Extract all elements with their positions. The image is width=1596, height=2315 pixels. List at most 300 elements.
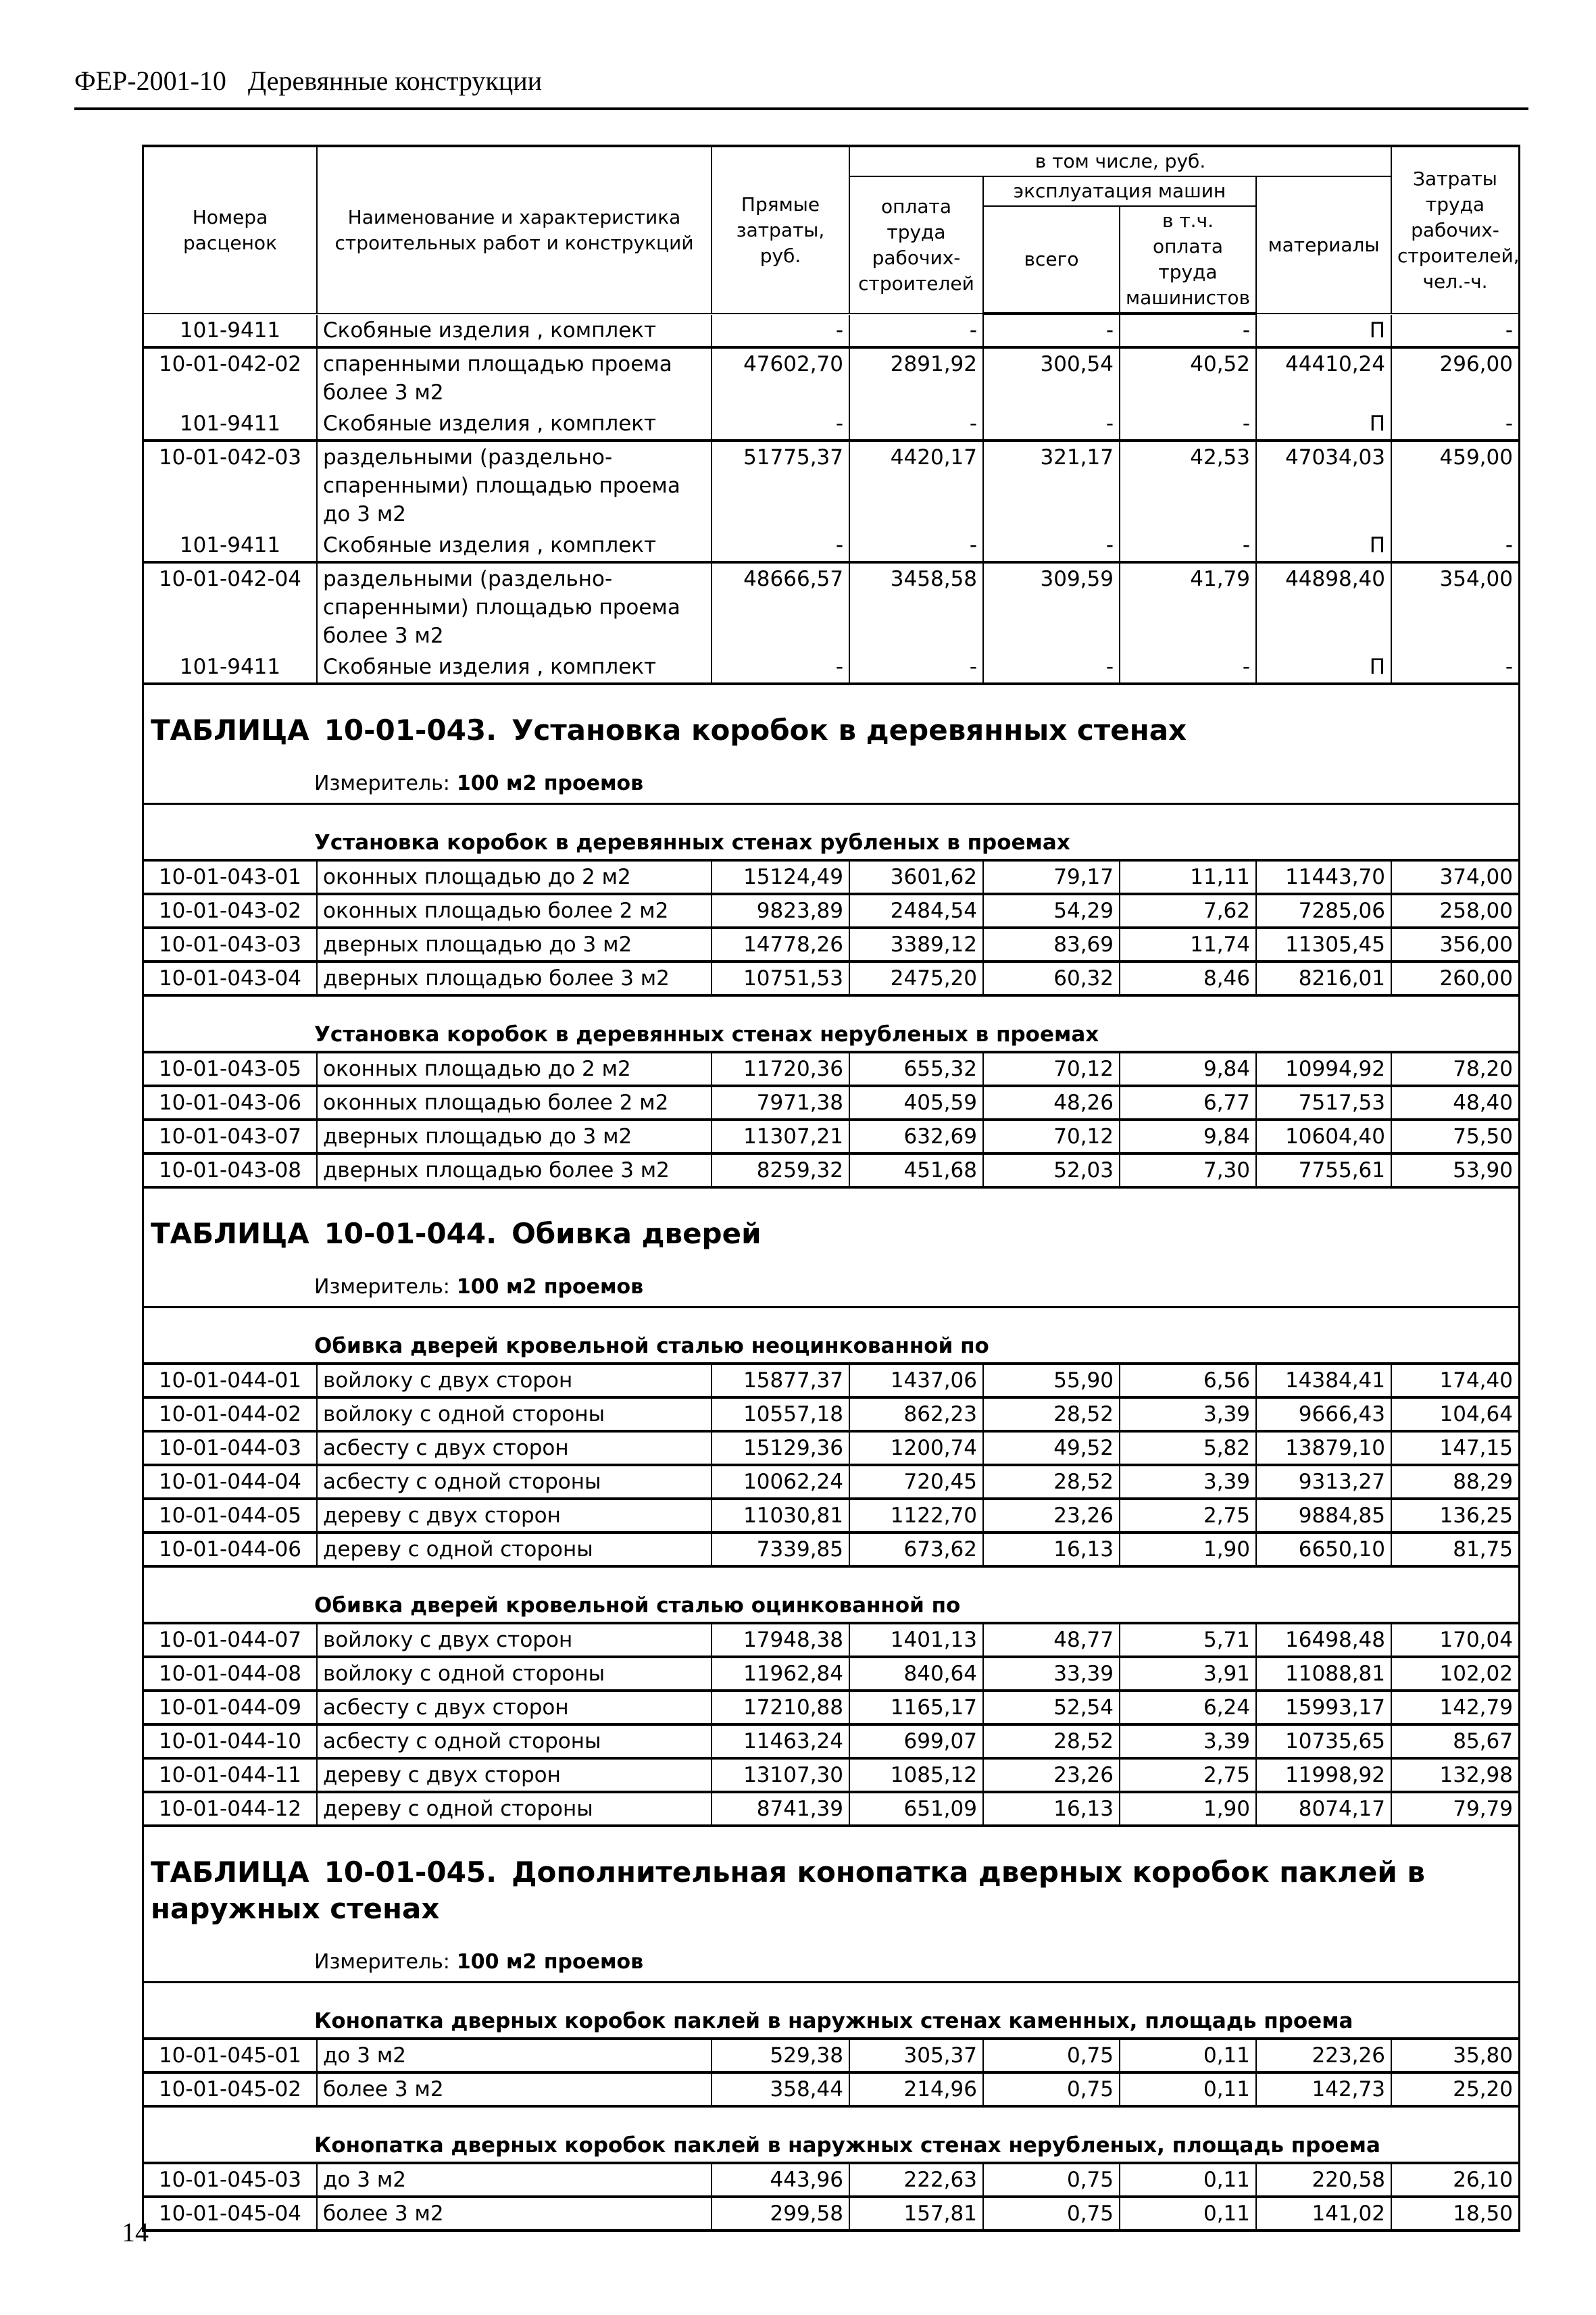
rates-table bbox=[144, 2040, 1518, 2108]
machinists-pay: 6,56 bbox=[1120, 1365, 1256, 1397]
labor-pay: 840,64 bbox=[849, 1657, 983, 1691]
materials: 8216,01 bbox=[1256, 962, 1391, 995]
direct-costs: 299,58 bbox=[712, 2197, 849, 2231]
labor-hours: 374,00 bbox=[1391, 862, 1518, 894]
work-name: Скобяные изделия , комплект bbox=[317, 315, 712, 347]
table-row bbox=[144, 1465, 1518, 1499]
labor-pay: 2475,20 bbox=[849, 962, 983, 995]
machinists-pay: 9,84 bbox=[1120, 1120, 1256, 1153]
rate-code: 10-01-044-01 bbox=[144, 1365, 317, 1397]
machinists-pay: 6,24 bbox=[1120, 1691, 1256, 1724]
materials: 7517,53 bbox=[1256, 1086, 1391, 1120]
col-header-code: Номера расценок bbox=[144, 147, 317, 314]
labor-hours: - bbox=[1391, 315, 1518, 347]
table-title bbox=[144, 1827, 1518, 1931]
labor-pay: 3389,12 bbox=[849, 928, 983, 962]
materials: П bbox=[1256, 408, 1391, 441]
document-code: ФЕР-2001-10 bbox=[74, 66, 226, 96]
materials: 9884,85 bbox=[1256, 1499, 1391, 1533]
unit-of-measure bbox=[144, 1256, 1518, 1308]
materials: 141,02 bbox=[1256, 2197, 1391, 2231]
labor-hours: 53,90 bbox=[1391, 1153, 1518, 1187]
machines-total: 33,39 bbox=[983, 1657, 1120, 1691]
work-name: дверных площадью более 3 м2 bbox=[317, 1153, 712, 1187]
machinists-pay: 0,11 bbox=[1120, 2164, 1256, 2197]
machinists-pay: 7,30 bbox=[1120, 1153, 1256, 1187]
work-name: до 3 м2 bbox=[317, 2040, 712, 2072]
direct-costs: 11030,81 bbox=[712, 1499, 849, 1533]
table-title-prefix: ТАБЛИЦА bbox=[151, 1217, 309, 1250]
materials: 10735,65 bbox=[1256, 1724, 1391, 1758]
machinists-pay: 41,79 bbox=[1120, 562, 1256, 651]
work-name: войлоку с одной стороны bbox=[317, 1397, 712, 1431]
rate-code: 10-01-042-03 bbox=[144, 441, 317, 530]
machines-total: 0,75 bbox=[983, 2072, 1120, 2106]
work-name: асбесту с двух сторон bbox=[317, 1691, 712, 1724]
table-row bbox=[144, 1657, 1518, 1691]
work-name: Скобяные изделия , комплект bbox=[317, 530, 712, 562]
table-row bbox=[144, 1792, 1518, 1826]
table-row bbox=[144, 894, 1518, 928]
machines-total: 55,90 bbox=[983, 1365, 1120, 1397]
col-header-materials: материалы bbox=[1256, 176, 1391, 314]
work-name: войлоку с одной стороны bbox=[317, 1657, 712, 1691]
document-title: Деревянные конструкции bbox=[247, 66, 543, 96]
machinists-pay: - bbox=[1120, 408, 1256, 441]
machines-total: 60,32 bbox=[983, 962, 1120, 995]
table-row bbox=[144, 1624, 1518, 1657]
direct-costs: 10751,53 bbox=[712, 962, 849, 995]
table-row bbox=[144, 441, 1518, 530]
table-row bbox=[144, 1758, 1518, 1792]
work-name: асбесту с одной стороны bbox=[317, 1724, 712, 1758]
materials: 44898,40 bbox=[1256, 562, 1391, 651]
work-name: раздельными (раздельно-спаренными) площадью проема до 3 м2 bbox=[317, 441, 712, 530]
tables-container bbox=[144, 685, 1518, 2232]
labor-hours: 18,50 bbox=[1391, 2197, 1518, 2231]
table-title-text: Установка коробок в деревянных стенах bbox=[512, 714, 1187, 747]
group-title: Обивка дверей кровельной сталью оцинкованной по bbox=[144, 1568, 1518, 1624]
machines-total: 52,03 bbox=[983, 1153, 1120, 1187]
table-row bbox=[144, 1691, 1518, 1724]
work-name: асбесту с одной стороны bbox=[317, 1465, 712, 1499]
col-header-direct: Прямые затраты, руб. bbox=[712, 147, 849, 314]
machinists-pay: 0,11 bbox=[1120, 2072, 1256, 2106]
direct-costs: - bbox=[712, 530, 849, 562]
rate-code: 10-01-044-11 bbox=[144, 1758, 317, 1792]
labor-hours: - bbox=[1391, 651, 1518, 684]
direct-costs: 7339,85 bbox=[712, 1533, 849, 1566]
machinists-pay: 5,82 bbox=[1120, 1431, 1256, 1465]
materials: 11088,81 bbox=[1256, 1657, 1391, 1691]
rate-code: 10-01-044-12 bbox=[144, 1792, 317, 1826]
direct-costs: 14778,26 bbox=[712, 928, 849, 962]
rate-code: 101-9411 bbox=[144, 530, 317, 562]
machines-total: 83,69 bbox=[983, 928, 1120, 962]
machines-total: - bbox=[983, 530, 1120, 562]
labor-pay: 699,07 bbox=[849, 1724, 983, 1758]
rate-code: 10-01-042-04 bbox=[144, 562, 317, 651]
table-row bbox=[144, 530, 1518, 562]
work-name: оконных площадью до 2 м2 bbox=[317, 862, 712, 894]
direct-costs: 529,38 bbox=[712, 2040, 849, 2072]
machinists-pay: 11,74 bbox=[1120, 928, 1256, 962]
machinists-pay: 1,90 bbox=[1120, 1533, 1256, 1566]
labor-hours: - bbox=[1391, 530, 1518, 562]
work-name: дверных площадью до 3 м2 bbox=[317, 928, 712, 962]
table-row bbox=[144, 347, 1518, 408]
direct-costs: 443,96 bbox=[712, 2164, 849, 2197]
labor-pay: - bbox=[849, 530, 983, 562]
direct-costs: 13107,30 bbox=[712, 1758, 849, 1792]
rate-code: 10-01-043-05 bbox=[144, 1053, 317, 1086]
machinists-pay: 42,53 bbox=[1120, 441, 1256, 530]
machinists-pay: 0,11 bbox=[1120, 2040, 1256, 2072]
labor-pay: - bbox=[849, 315, 983, 347]
labor-pay: 1437,06 bbox=[849, 1365, 983, 1397]
machinists-pay: 3,39 bbox=[1120, 1724, 1256, 1758]
rate-code: 101-9411 bbox=[144, 408, 317, 441]
page-number: 14 bbox=[122, 2217, 149, 2247]
rate-code: 101-9411 bbox=[144, 651, 317, 684]
rate-code: 10-01-044-05 bbox=[144, 1499, 317, 1533]
direct-costs: 358,44 bbox=[712, 2072, 849, 2106]
table-row bbox=[144, 1724, 1518, 1758]
table-title bbox=[144, 1189, 1518, 1256]
direct-costs: 15124,49 bbox=[712, 862, 849, 894]
machines-total: 49,52 bbox=[983, 1431, 1120, 1465]
rate-code: 10-01-044-02 bbox=[144, 1397, 317, 1431]
materials: 9313,27 bbox=[1256, 1465, 1391, 1499]
rates-frame bbox=[142, 145, 1520, 2232]
rate-code: 10-01-043-06 bbox=[144, 1086, 317, 1120]
materials: П bbox=[1256, 530, 1391, 562]
labor-hours: 170,04 bbox=[1391, 1624, 1518, 1657]
materials: 6650,10 bbox=[1256, 1533, 1391, 1566]
rate-code: 10-01-043-02 bbox=[144, 894, 317, 928]
work-name: войлоку с двух сторон bbox=[317, 1365, 712, 1397]
table-row bbox=[144, 962, 1518, 995]
direct-costs: 11307,21 bbox=[712, 1120, 849, 1153]
work-name: до 3 м2 bbox=[317, 2164, 712, 2197]
table-title-prefix: ТАБЛИЦА bbox=[151, 714, 309, 747]
table-row bbox=[144, 1533, 1518, 1566]
unit-value: 100 м2 проемов bbox=[456, 1275, 644, 1299]
materials: 7755,61 bbox=[1256, 1153, 1391, 1187]
page-header bbox=[74, 64, 1528, 110]
labor-hours: 75,50 bbox=[1391, 1120, 1518, 1153]
labor-hours: 104,64 bbox=[1391, 1397, 1518, 1431]
materials: 7285,06 bbox=[1256, 894, 1391, 928]
machinists-pay: 2,75 bbox=[1120, 1499, 1256, 1533]
labor-hours: 174,40 bbox=[1391, 1365, 1518, 1397]
work-name: оконных площадью до 2 м2 bbox=[317, 1053, 712, 1086]
materials: 14384,41 bbox=[1256, 1365, 1391, 1397]
direct-costs: 10062,24 bbox=[712, 1465, 849, 1499]
labor-hours: 142,79 bbox=[1391, 1691, 1518, 1724]
machinists-pay: 8,46 bbox=[1120, 962, 1256, 995]
machinists-pay: 40,52 bbox=[1120, 347, 1256, 408]
labor-hours: 26,10 bbox=[1391, 2164, 1518, 2197]
unit-value: 100 м2 проемов bbox=[456, 772, 644, 795]
labor-pay: 673,62 bbox=[849, 1533, 983, 1566]
labor-pay: 1085,12 bbox=[849, 1758, 983, 1792]
rate-code: 10-01-043-01 bbox=[144, 862, 317, 894]
work-name: дереву с одной стороны bbox=[317, 1792, 712, 1826]
machines-total: 16,13 bbox=[983, 1792, 1120, 1826]
rate-code: 10-01-044-10 bbox=[144, 1724, 317, 1758]
column-header-table bbox=[144, 147, 1518, 315]
rates-table bbox=[144, 1624, 1518, 1827]
machinists-pay: 3,39 bbox=[1120, 1465, 1256, 1499]
col-header-machines-total: всего bbox=[983, 206, 1120, 314]
machinists-pay: 0,11 bbox=[1120, 2197, 1256, 2231]
labor-pay: 862,23 bbox=[849, 1397, 983, 1431]
work-name: асбесту с двух сторон bbox=[317, 1431, 712, 1465]
table-row bbox=[144, 651, 1518, 684]
labor-pay: 651,09 bbox=[849, 1792, 983, 1826]
direct-costs: 11463,24 bbox=[712, 1724, 849, 1758]
direct-costs: 47602,70 bbox=[712, 347, 849, 408]
machines-total: - bbox=[983, 651, 1120, 684]
table-title-text: Обивка дверей bbox=[512, 1217, 762, 1250]
machines-total: 0,75 bbox=[983, 2164, 1120, 2197]
labor-pay: - bbox=[849, 408, 983, 441]
labor-pay: 405,59 bbox=[849, 1086, 983, 1120]
work-name: Скобяные изделия , комплект bbox=[317, 651, 712, 684]
table-title-number: 10-01-045. bbox=[324, 1856, 497, 1889]
rate-code: 10-01-044-03 bbox=[144, 1431, 317, 1465]
direct-costs: 10557,18 bbox=[712, 1397, 849, 1431]
rate-code: 10-01-043-04 bbox=[144, 962, 317, 995]
labor-hours: 147,15 bbox=[1391, 1431, 1518, 1465]
machines-total: 48,77 bbox=[983, 1624, 1120, 1657]
machinists-pay: 1,90 bbox=[1120, 1792, 1256, 1826]
direct-costs: 51775,37 bbox=[712, 441, 849, 530]
direct-costs: 17948,38 bbox=[712, 1624, 849, 1657]
table-row bbox=[144, 1397, 1518, 1431]
direct-costs: 8741,39 bbox=[712, 1792, 849, 1826]
table-row bbox=[144, 1499, 1518, 1533]
unit-label: Измеритель: bbox=[314, 1950, 450, 1974]
table-row bbox=[144, 2040, 1518, 2072]
direct-costs: 17210,88 bbox=[712, 1691, 849, 1724]
materials: 44410,24 bbox=[1256, 347, 1391, 408]
machines-total: - bbox=[983, 315, 1120, 347]
rate-code: 10-01-042-02 bbox=[144, 347, 317, 408]
labor-hours: 459,00 bbox=[1391, 441, 1518, 530]
machines-total: 309,59 bbox=[983, 562, 1120, 651]
direct-costs: 11962,84 bbox=[712, 1657, 849, 1691]
col-header-name: Наименование и характеристика строительных работ и конструкций bbox=[317, 147, 712, 314]
unit-label: Измеритель: bbox=[314, 1275, 450, 1299]
machines-total: 321,17 bbox=[983, 441, 1120, 530]
machines-total: 23,26 bbox=[983, 1758, 1120, 1792]
materials: 220,58 bbox=[1256, 2164, 1391, 2197]
direct-costs: 11720,36 bbox=[712, 1053, 849, 1086]
materials: 11998,92 bbox=[1256, 1758, 1391, 1792]
labor-hours: 85,67 bbox=[1391, 1724, 1518, 1758]
direct-costs: - bbox=[712, 651, 849, 684]
unit-of-measure bbox=[144, 753, 1518, 805]
work-name: войлоку с двух сторон bbox=[317, 1624, 712, 1657]
direct-costs: 8259,32 bbox=[712, 1153, 849, 1187]
labor-hours: 88,29 bbox=[1391, 1465, 1518, 1499]
machines-total: 300,54 bbox=[983, 347, 1120, 408]
labor-hours: 132,98 bbox=[1391, 1758, 1518, 1792]
materials: П bbox=[1256, 651, 1391, 684]
rates-table bbox=[144, 1365, 1518, 1568]
labor-hours: - bbox=[1391, 408, 1518, 441]
col-header-including: в том числе, руб. bbox=[849, 147, 1391, 176]
table-row bbox=[144, 1120, 1518, 1153]
work-name: более 3 м2 bbox=[317, 2197, 712, 2231]
table-row bbox=[144, 1431, 1518, 1465]
labor-hours: 102,02 bbox=[1391, 1657, 1518, 1691]
labor-pay: 2891,92 bbox=[849, 347, 983, 408]
machines-total: 28,52 bbox=[983, 1397, 1120, 1431]
machines-total: 28,52 bbox=[983, 1465, 1120, 1499]
col-header-labor-cost: Затраты труда рабочих-строителей, чел.-ч. bbox=[1391, 147, 1518, 314]
direct-costs: - bbox=[712, 408, 849, 441]
group-title: Установка коробок в деревянных стенах нерубленых в проемах bbox=[144, 997, 1518, 1053]
machinists-pay: 6,77 bbox=[1120, 1086, 1256, 1120]
rates-table bbox=[144, 862, 1518, 997]
direct-costs: 9823,89 bbox=[712, 894, 849, 928]
machinists-pay: 3,91 bbox=[1120, 1657, 1256, 1691]
materials: 9666,43 bbox=[1256, 1397, 1391, 1431]
labor-pay: 1401,13 bbox=[849, 1624, 983, 1657]
table-row bbox=[144, 562, 1518, 651]
group-title: Конопатка дверных коробок паклей в наружных стенах нерубленых, площадь проема bbox=[144, 2108, 1518, 2164]
work-name: более 3 м2 bbox=[317, 2072, 712, 2106]
labor-pay: 720,45 bbox=[849, 1465, 983, 1499]
rate-code: 10-01-043-08 bbox=[144, 1153, 317, 1187]
machines-total: 0,75 bbox=[983, 2040, 1120, 2072]
machines-total: 48,26 bbox=[983, 1086, 1120, 1120]
machinists-pay: - bbox=[1120, 530, 1256, 562]
labor-pay: 1200,74 bbox=[849, 1431, 983, 1465]
machines-total: 16,13 bbox=[983, 1533, 1120, 1566]
labor-hours: 35,80 bbox=[1391, 2040, 1518, 2072]
work-name: дереву с одной стороны bbox=[317, 1533, 712, 1566]
materials: 15993,17 bbox=[1256, 1691, 1391, 1724]
unit-of-measure bbox=[144, 1931, 1518, 1983]
machinists-pay: 3,39 bbox=[1120, 1397, 1256, 1431]
rate-code: 10-01-043-03 bbox=[144, 928, 317, 962]
machines-total: 52,54 bbox=[983, 1691, 1120, 1724]
labor-pay: 2484,54 bbox=[849, 894, 983, 928]
table-row bbox=[144, 1365, 1518, 1397]
direct-costs: 15877,37 bbox=[712, 1365, 849, 1397]
materials: 10604,40 bbox=[1256, 1120, 1391, 1153]
materials: 223,26 bbox=[1256, 2040, 1391, 2072]
labor-pay: 222,63 bbox=[849, 2164, 983, 2197]
work-name: оконных площадью более 2 м2 bbox=[317, 1086, 712, 1120]
materials: 11305,45 bbox=[1256, 928, 1391, 962]
unit-value: 100 м2 проемов bbox=[456, 1950, 644, 1974]
work-name: дереву с двух сторон bbox=[317, 1758, 712, 1792]
machinists-pay: 2,75 bbox=[1120, 1758, 1256, 1792]
rate-code: 10-01-045-02 bbox=[144, 2072, 317, 2106]
machines-total: 79,17 bbox=[983, 862, 1120, 894]
work-name: Скобяные изделия , комплект bbox=[317, 408, 712, 441]
rate-code: 101-9411 bbox=[144, 315, 317, 347]
labor-pay: 4420,17 bbox=[849, 441, 983, 530]
rate-code: 10-01-045-01 bbox=[144, 2040, 317, 2072]
table-row bbox=[144, 2197, 1518, 2231]
labor-hours: 25,20 bbox=[1391, 2072, 1518, 2106]
materials: 16498,48 bbox=[1256, 1624, 1391, 1657]
table-row bbox=[144, 408, 1518, 441]
labor-pay: 305,37 bbox=[849, 2040, 983, 2072]
labor-hours: 296,00 bbox=[1391, 347, 1518, 408]
rates-table bbox=[144, 2164, 1518, 2232]
machines-total: 70,12 bbox=[983, 1053, 1120, 1086]
labor-pay: 655,32 bbox=[849, 1053, 983, 1086]
labor-pay: 1122,70 bbox=[849, 1499, 983, 1533]
direct-costs: 7971,38 bbox=[712, 1086, 849, 1120]
col-header-machines: эксплуатация машин bbox=[983, 176, 1256, 206]
labor-pay: 157,81 bbox=[849, 2197, 983, 2231]
labor-pay: 451,68 bbox=[849, 1153, 983, 1187]
labor-hours: 136,25 bbox=[1391, 1499, 1518, 1533]
labor-hours: 48,40 bbox=[1391, 1086, 1518, 1120]
machinists-pay: 11,11 bbox=[1120, 862, 1256, 894]
machines-total: 0,75 bbox=[983, 2197, 1120, 2231]
work-name: оконных площадью более 2 м2 bbox=[317, 894, 712, 928]
rate-code: 10-01-045-03 bbox=[144, 2164, 317, 2197]
work-name: дверных площадью более 3 м2 bbox=[317, 962, 712, 995]
rate-code: 10-01-044-08 bbox=[144, 1657, 317, 1691]
group-title: Конопатка дверных коробок паклей в наружных стенах каменных, площадь проема bbox=[144, 1983, 1518, 2040]
group-title: Установка коробок в деревянных стенах рубленых в проемах bbox=[144, 805, 1518, 862]
table-row bbox=[144, 1086, 1518, 1120]
rates-table bbox=[144, 1053, 1518, 1189]
direct-costs: 48666,57 bbox=[712, 562, 849, 651]
machines-total: 54,29 bbox=[983, 894, 1120, 928]
unit-label: Измеритель: bbox=[314, 772, 450, 795]
machinists-pay: 5,71 bbox=[1120, 1624, 1256, 1657]
table-title-text: Дополнительная конопатка дверных коробок паклей в наружных стенах bbox=[151, 1856, 1425, 1925]
labor-pay: 3458,58 bbox=[849, 562, 983, 651]
rate-code: 10-01-044-09 bbox=[144, 1691, 317, 1724]
table-title-prefix: ТАБЛИЦА bbox=[151, 1856, 309, 1889]
labor-hours: 258,00 bbox=[1391, 894, 1518, 928]
materials: 13879,10 bbox=[1256, 1431, 1391, 1465]
labor-hours: 78,20 bbox=[1391, 1053, 1518, 1086]
materials: П bbox=[1256, 315, 1391, 347]
rate-code: 10-01-044-07 bbox=[144, 1624, 317, 1657]
machinists-pay: - bbox=[1120, 315, 1256, 347]
table-row bbox=[144, 1053, 1518, 1086]
labor-pay: 214,96 bbox=[849, 2072, 983, 2106]
machines-total: 28,52 bbox=[983, 1724, 1120, 1758]
table-row bbox=[144, 928, 1518, 962]
table-title bbox=[144, 685, 1518, 753]
table-row bbox=[144, 2072, 1518, 2106]
labor-pay: - bbox=[849, 651, 983, 684]
work-name: спаренными площадью проема более 3 м2 bbox=[317, 347, 712, 408]
labor-hours: 79,79 bbox=[1391, 1792, 1518, 1826]
machines-total: 23,26 bbox=[983, 1499, 1120, 1533]
materials: 47034,03 bbox=[1256, 441, 1391, 530]
rate-code: 10-01-044-06 bbox=[144, 1533, 317, 1566]
rate-code: 10-01-043-07 bbox=[144, 1120, 317, 1153]
col-header-machinists-pay: в т.ч. оплата труда машинистов bbox=[1120, 206, 1256, 314]
direct-costs: 15129,36 bbox=[712, 1431, 849, 1465]
labor-hours: 354,00 bbox=[1391, 562, 1518, 651]
